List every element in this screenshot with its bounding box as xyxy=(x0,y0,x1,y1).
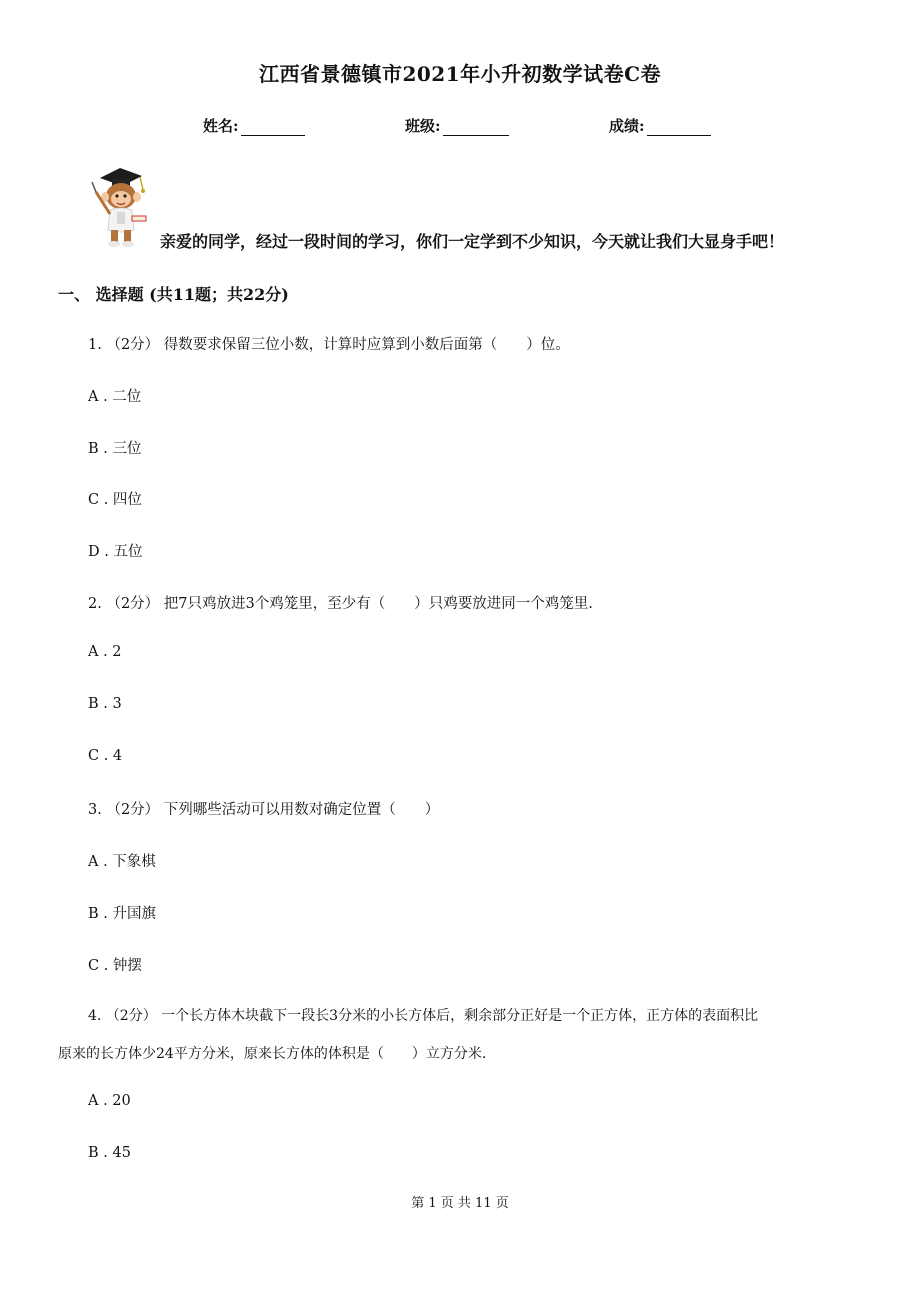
score-field[interactable] xyxy=(609,115,711,136)
score-blank[interactable] xyxy=(647,121,711,136)
question-4-stem-line1: 4. （2分） 一个长方体木块截下一段长3分米的小长方体后，剩余部分正好是一个正方体，正方体的表面积比 xyxy=(88,1008,759,1024)
question-3-option-a[interactable]: A . 下象棋 xyxy=(88,854,156,870)
question-2-option-b[interactable]: B . 3 xyxy=(88,696,122,712)
question-4-stem-line2: 原来的长方体少24平方分米，原来长方体的体积是（ ）立方分米. xyxy=(58,1046,487,1062)
question-3-stem: 3. （2分） 下列哪些活动可以用数对确定位置（ ） xyxy=(88,802,440,818)
question-2-stem: 2. （2分） 把7只鸡放进3个鸡笼里，至少有（ ）只鸡要放进同一个鸡笼里. xyxy=(88,596,593,612)
question-1-stem: 1. （2分） 得数要求保留三位小数，计算时应算到小数后面第（ ）位。 xyxy=(88,337,570,353)
question-2-option-a[interactable]: A . 2 xyxy=(88,644,122,660)
class-field[interactable] xyxy=(405,115,509,136)
mascot-graduate-icon xyxy=(86,164,154,248)
question-4-option-a[interactable]: A . 20 xyxy=(88,1093,131,1109)
question-1-option-b[interactable]: B . 三位 xyxy=(88,441,142,457)
class-blank[interactable] xyxy=(443,121,509,136)
question-1-option-a[interactable]: A . 二位 xyxy=(88,389,142,405)
question-3-option-c[interactable]: C . 钟摆 xyxy=(88,958,142,974)
question-1-option-c[interactable]: C . 四位 xyxy=(88,492,142,508)
question-3-option-b[interactable]: B . 升国旗 xyxy=(88,906,156,922)
question-2-option-c[interactable]: C . 4 xyxy=(88,748,123,764)
name-field[interactable] xyxy=(203,115,305,136)
question-1-option-d[interactable]: D . 五位 xyxy=(88,544,143,560)
score-label: 成绩: xyxy=(609,117,645,135)
name-label: 姓名: xyxy=(203,117,239,135)
name-blank[interactable] xyxy=(241,121,305,136)
greeting-text: 亲爱的同学，经过一段时间的学习，你们一定学到不少知识，今天就让我们大显身手吧！ xyxy=(160,232,785,251)
class-label: 班级: xyxy=(405,117,441,135)
section-heading: 一、 选择题 (共11题；共22分) xyxy=(58,285,289,304)
question-4-option-b[interactable]: B . 45 xyxy=(88,1145,131,1161)
page-title: 江西省景德镇市2021年小升初数学试卷C卷 xyxy=(258,62,662,86)
page-footer: 第 1 页 共 11 页 xyxy=(411,1196,509,1211)
